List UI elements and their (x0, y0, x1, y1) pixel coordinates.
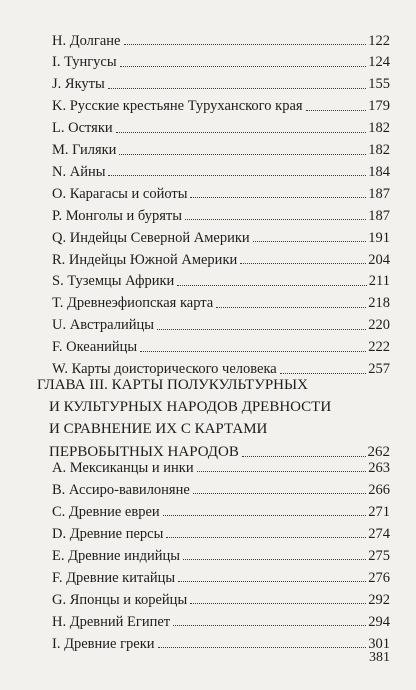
toc-entry-page: 292 (368, 591, 390, 608)
leader-dots (178, 581, 366, 582)
toc-entry-page: 275 (368, 547, 390, 564)
chapter-title-line-3: И СРАВНЕНИЕ ИХ С КАРТАМИ (49, 421, 268, 437)
toc-entry-page: 204 (368, 251, 390, 268)
chapter-title-line-1: ГЛАВА III. КАРТЫ ПОЛУКУЛЬТУРНЫХ (37, 377, 308, 393)
chapter-title-line-2: И КУЛЬТУРНЫХ НАРОДОВ ДРЕВНОСТИ (49, 399, 332, 415)
toc-entry (52, 497, 390, 519)
toc-entry-page: 274 (368, 525, 390, 542)
toc-entry-title: H. Древний Египет (52, 613, 171, 630)
leader-dots (177, 285, 366, 286)
leader-dots (157, 329, 366, 330)
leader-dots (190, 603, 366, 604)
toc-entry (52, 585, 390, 607)
toc-entry (52, 355, 390, 377)
toc-entry-page: 187 (368, 185, 390, 202)
toc-entry-title: I. Тунгусы (52, 54, 117, 71)
toc-entry-page: 220 (368, 317, 390, 334)
toc-entry-title: I. Древние греки (52, 635, 155, 652)
toc-entry-page: 179 (368, 98, 390, 115)
toc-entry-title: U. Австралийцы (52, 317, 154, 334)
toc-entry (52, 70, 390, 92)
toc-entry-title: A. Мексиканцы и инки (52, 459, 194, 476)
chapter-page-number: 262 (367, 444, 390, 460)
toc-entry-title: J. Якуты (52, 76, 105, 93)
toc-entry-title: N. Айны (52, 163, 106, 180)
toc-entry (52, 629, 390, 651)
leader-dots (216, 307, 366, 308)
toc-entry-page: 122 (368, 32, 390, 49)
toc-entry (52, 92, 390, 114)
toc-entry-title: R. Индейцы Южной Америки (52, 251, 238, 268)
toc-entry-title: C. Древние евреи (52, 503, 160, 520)
leader-dots (140, 351, 366, 352)
toc-entry-page: 301 (368, 635, 390, 652)
toc-entry-page: 211 (368, 273, 390, 290)
toc-entry-page: 182 (368, 120, 390, 137)
toc-entry (52, 475, 390, 497)
toc-entry (52, 519, 390, 541)
toc-entry-page: 271 (368, 503, 390, 520)
toc-entry (52, 48, 390, 70)
toc-entry-page: 187 (368, 207, 390, 224)
leader-dots (190, 197, 366, 198)
leader-dots (280, 373, 367, 374)
leader-dots (119, 154, 366, 155)
toc-entry-page: 218 (368, 295, 390, 312)
toc-entry-page: 257 (368, 361, 390, 377)
toc-entry-page: 222 (368, 339, 390, 356)
chapter-title-text: ПЕРВОБЫТНЫХ НАРОДОВ (49, 444, 239, 460)
leader-dots (193, 493, 366, 494)
leader-dots (173, 625, 366, 626)
toc-entry (52, 267, 390, 289)
toc-entry-title: K. Русские крестьяне Туруханского края (52, 98, 303, 115)
leader-dots (108, 175, 366, 176)
leader-dots (116, 132, 367, 133)
toc-entry (52, 136, 390, 158)
toc-entry (52, 245, 390, 267)
toc-entry-title: W. Карты доисторического человека (52, 361, 277, 377)
leader-dots (124, 44, 367, 45)
toc-entry (52, 114, 390, 136)
toc-entry-title: P. Монголы и буряты (52, 207, 182, 224)
leader-dots (253, 241, 367, 242)
toc-entry (52, 223, 390, 245)
leader-dots (185, 219, 366, 220)
leader-dots (166, 537, 366, 538)
toc-entry (52, 179, 390, 201)
leader-dots (197, 471, 367, 472)
toc-entry (52, 289, 390, 311)
toc-entry-page: 276 (368, 569, 390, 586)
toc-entry-title: Q. Индейцы Северной Америки (52, 229, 250, 246)
toc-entry-title: O. Карагасы и сойоты (52, 185, 188, 202)
leader-dots (158, 647, 367, 648)
leader-dots (306, 110, 367, 111)
toc-entry-title: S. Туземцы Африки (52, 273, 175, 290)
toc-entry (52, 201, 390, 223)
toc-entry-page: 266 (368, 481, 390, 498)
toc-entry-title: E. Древние индийцы (52, 547, 181, 564)
toc-entry-page: 182 (368, 142, 390, 158)
toc-entry (52, 157, 390, 179)
toc-entry-page: 191 (368, 229, 390, 246)
toc-entry-page: 294 (368, 613, 390, 630)
toc-entry-page: 184 (368, 163, 390, 180)
toc-entry-title: T. Древнеэфиопская карта (52, 295, 214, 312)
toc-entry-title: L. Остяки (52, 120, 113, 137)
leader-dots (183, 559, 366, 560)
toc-entry-title: F. Океанийцы (52, 339, 138, 356)
toc-entry-title: M. Гиляки (52, 142, 117, 158)
leader-dots (108, 88, 367, 89)
page-number: 381 (369, 650, 390, 665)
toc-entry (52, 607, 390, 629)
toc-entry-page: 124 (368, 54, 390, 71)
toc-entry-page: 263 (368, 459, 390, 476)
leader-dots (163, 515, 367, 516)
leader-dots (120, 66, 367, 67)
toc-entry-page: 155 (368, 76, 390, 93)
toc-entry (52, 333, 390, 355)
toc-entry (52, 563, 390, 585)
toc-entry-title: G. Японцы и корейцы (52, 591, 188, 608)
toc-entry (52, 453, 390, 475)
toc-entry-title: D. Древние персы (52, 525, 164, 542)
toc-entry (52, 541, 390, 563)
toc-entry (52, 26, 390, 48)
toc-entry-title: H. Долгане (52, 32, 121, 49)
toc-entry (52, 311, 390, 333)
toc-entry-title: F. Древние китайцы (52, 569, 176, 586)
toc-entry-title: B. Ассиро-вавилоняне (52, 481, 190, 498)
leader-dots (240, 263, 366, 264)
